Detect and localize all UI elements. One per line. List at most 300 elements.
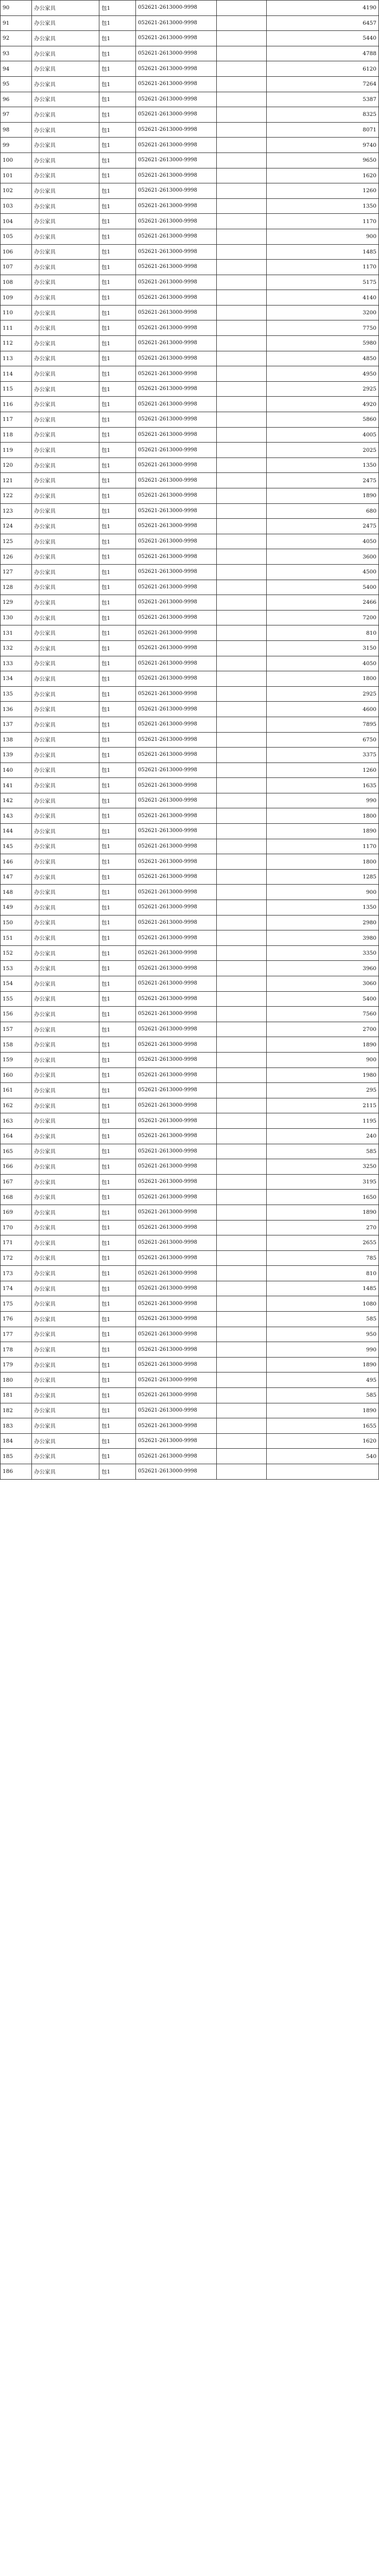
row-number-cell: 96 — [1, 92, 32, 107]
amount-cell: 1260 — [267, 762, 379, 778]
quantity-cell — [217, 702, 267, 717]
amount-cell: 495 — [267, 1372, 379, 1388]
item-name-cell: 办公家具 — [32, 1372, 99, 1388]
item-name-cell: 办公家具 — [32, 107, 99, 123]
package-cell: 包1 — [99, 869, 136, 885]
category-code-cell: 052621-2613000-9998 — [136, 138, 217, 153]
table-row — [1, 290, 379, 306]
category-code-cell: 052621-2613000-9998 — [136, 900, 217, 916]
item-name-cell: 办公家具 — [32, 1250, 99, 1266]
category-code-cell: 052621-2613000-9998 — [136, 275, 217, 290]
package-cell: 包1 — [99, 1418, 136, 1434]
table-row — [1, 244, 379, 260]
amount-cell: 1620 — [267, 1433, 379, 1449]
quantity-cell — [217, 854, 267, 870]
category-code-cell: 052621-2613000-9998 — [136, 1159, 217, 1175]
package-cell: 包1 — [99, 686, 136, 702]
row-number-cell: 100 — [1, 152, 32, 168]
row-number-cell: 110 — [1, 305, 32, 320]
row-number-cell: 157 — [1, 1022, 32, 1037]
quantity-cell — [217, 1250, 267, 1266]
table-row — [1, 1403, 379, 1418]
quantity-cell — [217, 564, 267, 580]
amount-cell — [267, 1464, 379, 1480]
amount-cell: 810 — [267, 625, 379, 641]
category-code-cell: 052621-2613000-9998 — [136, 122, 217, 138]
package-cell: 包1 — [99, 1327, 136, 1342]
package-cell: 包1 — [99, 152, 136, 168]
package-cell: 包1 — [99, 214, 136, 229]
amount-cell: 1170 — [267, 214, 379, 229]
table-row — [1, 869, 379, 885]
package-cell: 包1 — [99, 1037, 136, 1053]
package-cell: 包1 — [99, 945, 136, 961]
item-name-cell: 办公家具 — [32, 595, 99, 611]
row-number-cell: 176 — [1, 1312, 32, 1327]
amount-cell: 810 — [267, 1266, 379, 1281]
amount-cell: 270 — [267, 1220, 379, 1235]
quantity-cell — [217, 122, 267, 138]
item-name-cell: 办公家具 — [32, 991, 99, 1007]
quantity-cell — [217, 260, 267, 275]
category-code-cell: 052621-2613000-9998 — [136, 1083, 217, 1098]
item-name-cell: 办公家具 — [32, 824, 99, 839]
row-number-cell: 142 — [1, 793, 32, 808]
item-name-cell: 办公家具 — [32, 198, 99, 214]
item-name-cell: 办公家具 — [32, 885, 99, 900]
table-row — [1, 1159, 379, 1175]
quantity-cell — [217, 1281, 267, 1296]
package-cell: 包1 — [99, 1281, 136, 1296]
table-row — [1, 107, 379, 123]
category-code-cell: 052621-2613000-9998 — [136, 1418, 217, 1434]
package-cell: 包1 — [99, 260, 136, 275]
package-cell: 包1 — [99, 1174, 136, 1190]
package-cell: 包1 — [99, 1144, 136, 1159]
amount-cell: 240 — [267, 1128, 379, 1144]
row-number-cell: 129 — [1, 595, 32, 611]
item-name-cell: 办公家具 — [32, 152, 99, 168]
category-code-cell: 052621-2613000-9998 — [136, 976, 217, 992]
package-cell: 包1 — [99, 1, 136, 16]
table-row — [1, 717, 379, 732]
quantity-cell — [217, 915, 267, 930]
category-code-cell: 052621-2613000-9998 — [136, 519, 217, 534]
package-cell: 包1 — [99, 1190, 136, 1205]
quantity-cell — [217, 1433, 267, 1449]
quantity-cell — [217, 640, 267, 656]
package-cell: 包1 — [99, 748, 136, 763]
table-row — [1, 1342, 379, 1358]
item-name-cell: 办公家具 — [32, 732, 99, 748]
quantity-cell — [217, 1144, 267, 1159]
package-cell: 包1 — [99, 885, 136, 900]
quantity-cell — [217, 1190, 267, 1205]
quantity-cell — [217, 808, 267, 824]
row-number-cell: 147 — [1, 869, 32, 885]
quantity-cell — [217, 76, 267, 92]
item-name-cell: 办公家具 — [32, 381, 99, 397]
table-body — [1, 1, 379, 1480]
item-name-cell: 办公家具 — [32, 290, 99, 306]
quantity-cell — [217, 488, 267, 504]
item-name-cell: 办公家具 — [32, 305, 99, 320]
row-number-cell: 173 — [1, 1266, 32, 1281]
quantity-cell — [217, 1388, 267, 1403]
quantity-cell — [217, 412, 267, 428]
amount-cell: 2655 — [267, 1235, 379, 1251]
amount-cell: 1260 — [267, 183, 379, 199]
quantity-cell — [217, 1312, 267, 1327]
category-code-cell: 052621-2613000-9998 — [136, 1037, 217, 1053]
amount-cell: 3195 — [267, 1174, 379, 1190]
category-code-cell: 052621-2613000-9998 — [136, 808, 217, 824]
item-name-cell: 办公家具 — [32, 61, 99, 77]
table-row — [1, 1235, 379, 1251]
amount-cell: 1080 — [267, 1296, 379, 1312]
package-cell: 包1 — [99, 976, 136, 992]
package-cell: 包1 — [99, 915, 136, 930]
row-number-cell: 162 — [1, 1098, 32, 1113]
package-cell: 包1 — [99, 930, 136, 946]
category-code-cell: 052621-2613000-9998 — [136, 640, 217, 656]
quantity-cell — [217, 1083, 267, 1098]
item-name-cell: 办公家具 — [32, 320, 99, 336]
table-row — [1, 457, 379, 473]
table-row — [1, 1250, 379, 1266]
category-code-cell: 052621-2613000-9998 — [136, 351, 217, 366]
table-row — [1, 915, 379, 930]
item-name-cell: 办公家具 — [32, 900, 99, 916]
category-code-cell: 052621-2613000-9998 — [136, 534, 217, 549]
amount-cell: 7264 — [267, 76, 379, 92]
amount-cell: 1350 — [267, 198, 379, 214]
quantity-cell — [217, 381, 267, 397]
package-cell: 包1 — [99, 534, 136, 549]
table-row — [1, 686, 379, 702]
category-code-cell: 052621-2613000-9998 — [136, 702, 217, 717]
category-code-cell: 052621-2613000-9998 — [136, 152, 217, 168]
quantity-cell — [217, 320, 267, 336]
quantity-cell — [217, 1296, 267, 1312]
table-row — [1, 945, 379, 961]
table-row — [1, 1296, 379, 1312]
item-name-cell: 办公家具 — [32, 549, 99, 565]
package-cell: 包1 — [99, 412, 136, 428]
table-row — [1, 1052, 379, 1067]
row-number-cell: 170 — [1, 1220, 32, 1235]
package-cell: 包1 — [99, 580, 136, 595]
table-row — [1, 991, 379, 1007]
quantity-cell — [217, 61, 267, 77]
category-code-cell: 052621-2613000-9998 — [136, 686, 217, 702]
package-cell: 包1 — [99, 488, 136, 504]
table-row — [1, 198, 379, 214]
table-row — [1, 519, 379, 534]
package-cell: 包1 — [99, 900, 136, 916]
row-number-cell: 115 — [1, 381, 32, 397]
row-number-cell: 169 — [1, 1205, 32, 1220]
amount-cell: 3150 — [267, 640, 379, 656]
amount-cell: 3980 — [267, 930, 379, 946]
item-name-cell: 办公家具 — [32, 214, 99, 229]
category-code-cell: 052621-2613000-9998 — [136, 961, 217, 976]
quantity-cell — [217, 793, 267, 808]
table-row — [1, 610, 379, 625]
row-number-cell: 108 — [1, 275, 32, 290]
item-name-cell: 办公家具 — [32, 778, 99, 793]
row-number-cell: 117 — [1, 412, 32, 428]
item-name-cell: 办公家具 — [32, 1281, 99, 1296]
category-code-cell: 052621-2613000-9998 — [136, 336, 217, 351]
category-code-cell: 052621-2613000-9998 — [136, 1052, 217, 1067]
table-row — [1, 1007, 379, 1022]
table-row — [1, 656, 379, 671]
quantity-cell — [217, 244, 267, 260]
package-cell: 包1 — [99, 1052, 136, 1067]
item-name-cell: 办公家具 — [32, 793, 99, 808]
amount-cell: 680 — [267, 503, 379, 519]
item-name-cell: 办公家具 — [32, 351, 99, 366]
category-code-cell: 052621-2613000-9998 — [136, 656, 217, 671]
row-number-cell: 99 — [1, 138, 32, 153]
table-row — [1, 275, 379, 290]
category-code-cell: 052621-2613000-9998 — [136, 503, 217, 519]
amount-cell: 1195 — [267, 1113, 379, 1129]
package-cell: 包1 — [99, 1296, 136, 1312]
amount-cell: 2700 — [267, 1022, 379, 1037]
item-name-cell: 办公家具 — [32, 869, 99, 885]
table-row — [1, 1083, 379, 1098]
category-code-cell: 052621-2613000-9998 — [136, 229, 217, 244]
quantity-cell — [217, 229, 267, 244]
row-number-cell: 134 — [1, 671, 32, 687]
category-code-cell: 052621-2613000-9998 — [136, 1357, 217, 1372]
category-code-cell: 052621-2613000-9998 — [136, 1449, 217, 1464]
amount-cell: 2025 — [267, 443, 379, 458]
item-name-cell: 办公家具 — [32, 854, 99, 870]
row-number-cell: 128 — [1, 580, 32, 595]
table-row — [1, 1357, 379, 1372]
amount-cell: 785 — [267, 1250, 379, 1266]
category-code-cell: 052621-2613000-9998 — [136, 1022, 217, 1037]
row-number-cell: 185 — [1, 1449, 32, 1464]
amount-cell: 2925 — [267, 686, 379, 702]
package-cell: 包1 — [99, 1128, 136, 1144]
item-name-cell: 办公家具 — [32, 625, 99, 641]
item-name-cell: 办公家具 — [32, 168, 99, 183]
quantity-cell — [217, 457, 267, 473]
amount-cell: 1485 — [267, 244, 379, 260]
category-code-cell: 052621-2613000-9998 — [136, 595, 217, 611]
item-name-cell: 办公家具 — [32, 1312, 99, 1327]
package-cell: 包1 — [99, 381, 136, 397]
amount-cell: 1620 — [267, 168, 379, 183]
amount-cell: 7895 — [267, 717, 379, 732]
item-name-cell: 办公家具 — [32, 1449, 99, 1464]
amount-cell: 2475 — [267, 473, 379, 488]
category-code-cell: 052621-2613000-9998 — [136, 793, 217, 808]
quantity-cell — [217, 1266, 267, 1281]
row-number-cell: 139 — [1, 748, 32, 763]
category-code-cell: 052621-2613000-9998 — [136, 1342, 217, 1358]
quantity-cell — [217, 397, 267, 412]
package-cell: 包1 — [99, 991, 136, 1007]
quantity-cell — [217, 168, 267, 183]
table-row — [1, 1266, 379, 1281]
row-number-cell: 124 — [1, 519, 32, 534]
amount-cell: 3350 — [267, 945, 379, 961]
category-code-cell: 052621-2613000-9998 — [136, 1281, 217, 1296]
package-cell: 包1 — [99, 519, 136, 534]
amount-cell: 9650 — [267, 152, 379, 168]
amount-cell: 4920 — [267, 397, 379, 412]
row-number-cell: 156 — [1, 1007, 32, 1022]
amount-cell: 4005 — [267, 427, 379, 443]
category-code-cell: 052621-2613000-9998 — [136, 107, 217, 123]
package-cell: 包1 — [99, 549, 136, 565]
row-number-cell: 130 — [1, 610, 32, 625]
amount-cell: 4500 — [267, 564, 379, 580]
table-row — [1, 381, 379, 397]
row-number-cell: 105 — [1, 229, 32, 244]
row-number-cell: 123 — [1, 503, 32, 519]
item-name-cell: 办公家具 — [32, 138, 99, 153]
table-row — [1, 15, 379, 31]
package-cell: 包1 — [99, 732, 136, 748]
quantity-cell — [217, 1220, 267, 1235]
table-row — [1, 1327, 379, 1342]
amount-cell: 1800 — [267, 671, 379, 687]
table-row — [1, 1037, 379, 1053]
package-cell: 包1 — [99, 290, 136, 306]
row-number-cell: 186 — [1, 1464, 32, 1480]
package-cell: 包1 — [99, 778, 136, 793]
item-name-cell: 办公家具 — [32, 1235, 99, 1251]
category-code-cell: 052621-2613000-9998 — [136, 549, 217, 565]
table-row — [1, 839, 379, 854]
package-cell: 包1 — [99, 793, 136, 808]
row-number-cell: 144 — [1, 824, 32, 839]
table-row — [1, 1128, 379, 1144]
amount-cell: 900 — [267, 885, 379, 900]
quantity-cell — [217, 1357, 267, 1372]
table-row — [1, 1418, 379, 1434]
row-number-cell: 158 — [1, 1037, 32, 1053]
package-cell: 包1 — [99, 1433, 136, 1449]
table-row — [1, 702, 379, 717]
item-name-cell: 办公家具 — [32, 686, 99, 702]
row-number-cell: 126 — [1, 549, 32, 565]
quantity-cell — [217, 427, 267, 443]
row-number-cell: 168 — [1, 1190, 32, 1205]
item-name-cell: 办公家具 — [32, 183, 99, 199]
amount-cell: 4050 — [267, 534, 379, 549]
package-cell: 包1 — [99, 457, 136, 473]
table-row — [1, 1372, 379, 1388]
row-number-cell: 165 — [1, 1144, 32, 1159]
category-code-cell: 052621-2613000-9998 — [136, 610, 217, 625]
row-number-cell: 163 — [1, 1113, 32, 1129]
amount-cell: 3375 — [267, 748, 379, 763]
category-code-cell: 052621-2613000-9998 — [136, 762, 217, 778]
quantity-cell — [217, 107, 267, 123]
category-code-cell: 052621-2613000-9998 — [136, 76, 217, 92]
row-number-cell: 135 — [1, 686, 32, 702]
quantity-cell — [217, 961, 267, 976]
package-cell: 包1 — [99, 15, 136, 31]
quantity-cell — [217, 473, 267, 488]
amount-cell: 4600 — [267, 702, 379, 717]
table-row — [1, 1113, 379, 1129]
quantity-cell — [217, 1342, 267, 1358]
item-name-cell: 办公家具 — [32, 930, 99, 946]
quantity-cell — [217, 503, 267, 519]
table-row — [1, 427, 379, 443]
row-number-cell: 181 — [1, 1388, 32, 1403]
item-name-cell: 办公家具 — [32, 1433, 99, 1449]
amount-cell: 1890 — [267, 1357, 379, 1372]
amount-cell: 1800 — [267, 854, 379, 870]
row-number-cell: 184 — [1, 1433, 32, 1449]
item-name-cell: 办公家具 — [32, 1464, 99, 1480]
item-name-cell: 办公家具 — [32, 244, 99, 260]
category-code-cell: 052621-2613000-9998 — [136, 991, 217, 1007]
item-name-cell: 办公家具 — [32, 1266, 99, 1281]
category-code-cell: 052621-2613000-9998 — [136, 580, 217, 595]
table-row — [1, 1388, 379, 1403]
amount-cell: 2115 — [267, 1098, 379, 1113]
item-name-cell: 办公家具 — [32, 46, 99, 61]
item-name-cell: 办公家具 — [32, 443, 99, 458]
package-cell: 包1 — [99, 656, 136, 671]
category-code-cell: 052621-2613000-9998 — [136, 671, 217, 687]
item-name-cell: 办公家具 — [32, 961, 99, 976]
table-row — [1, 580, 379, 595]
quantity-cell — [217, 778, 267, 793]
package-cell: 包1 — [99, 854, 136, 870]
category-code-cell: 052621-2613000-9998 — [136, 198, 217, 214]
row-number-cell: 159 — [1, 1052, 32, 1067]
quantity-cell — [217, 625, 267, 641]
category-code-cell: 052621-2613000-9998 — [136, 778, 217, 793]
package-cell: 包1 — [99, 351, 136, 366]
amount-cell: 4850 — [267, 351, 379, 366]
quantity-cell — [217, 671, 267, 687]
table-row — [1, 625, 379, 641]
item-name-cell: 办公家具 — [32, 1296, 99, 1312]
row-number-cell: 150 — [1, 915, 32, 930]
category-code-cell: 052621-2613000-9998 — [136, 457, 217, 473]
quantity-cell — [217, 534, 267, 549]
quantity-cell — [217, 930, 267, 946]
category-code-cell: 052621-2613000-9998 — [136, 869, 217, 885]
category-code-cell: 052621-2613000-9998 — [136, 839, 217, 854]
quantity-cell — [217, 46, 267, 61]
quantity-cell — [217, 717, 267, 732]
table-row — [1, 1022, 379, 1037]
amount-cell: 7750 — [267, 320, 379, 336]
quantity-cell — [217, 656, 267, 671]
row-number-cell: 112 — [1, 336, 32, 351]
table-row — [1, 1205, 379, 1220]
row-number-cell: 145 — [1, 839, 32, 854]
quantity-cell — [217, 275, 267, 290]
item-name-cell: 办公家具 — [32, 580, 99, 595]
quantity-cell — [217, 748, 267, 763]
row-number-cell: 161 — [1, 1083, 32, 1098]
item-name-cell: 办公家具 — [32, 702, 99, 717]
